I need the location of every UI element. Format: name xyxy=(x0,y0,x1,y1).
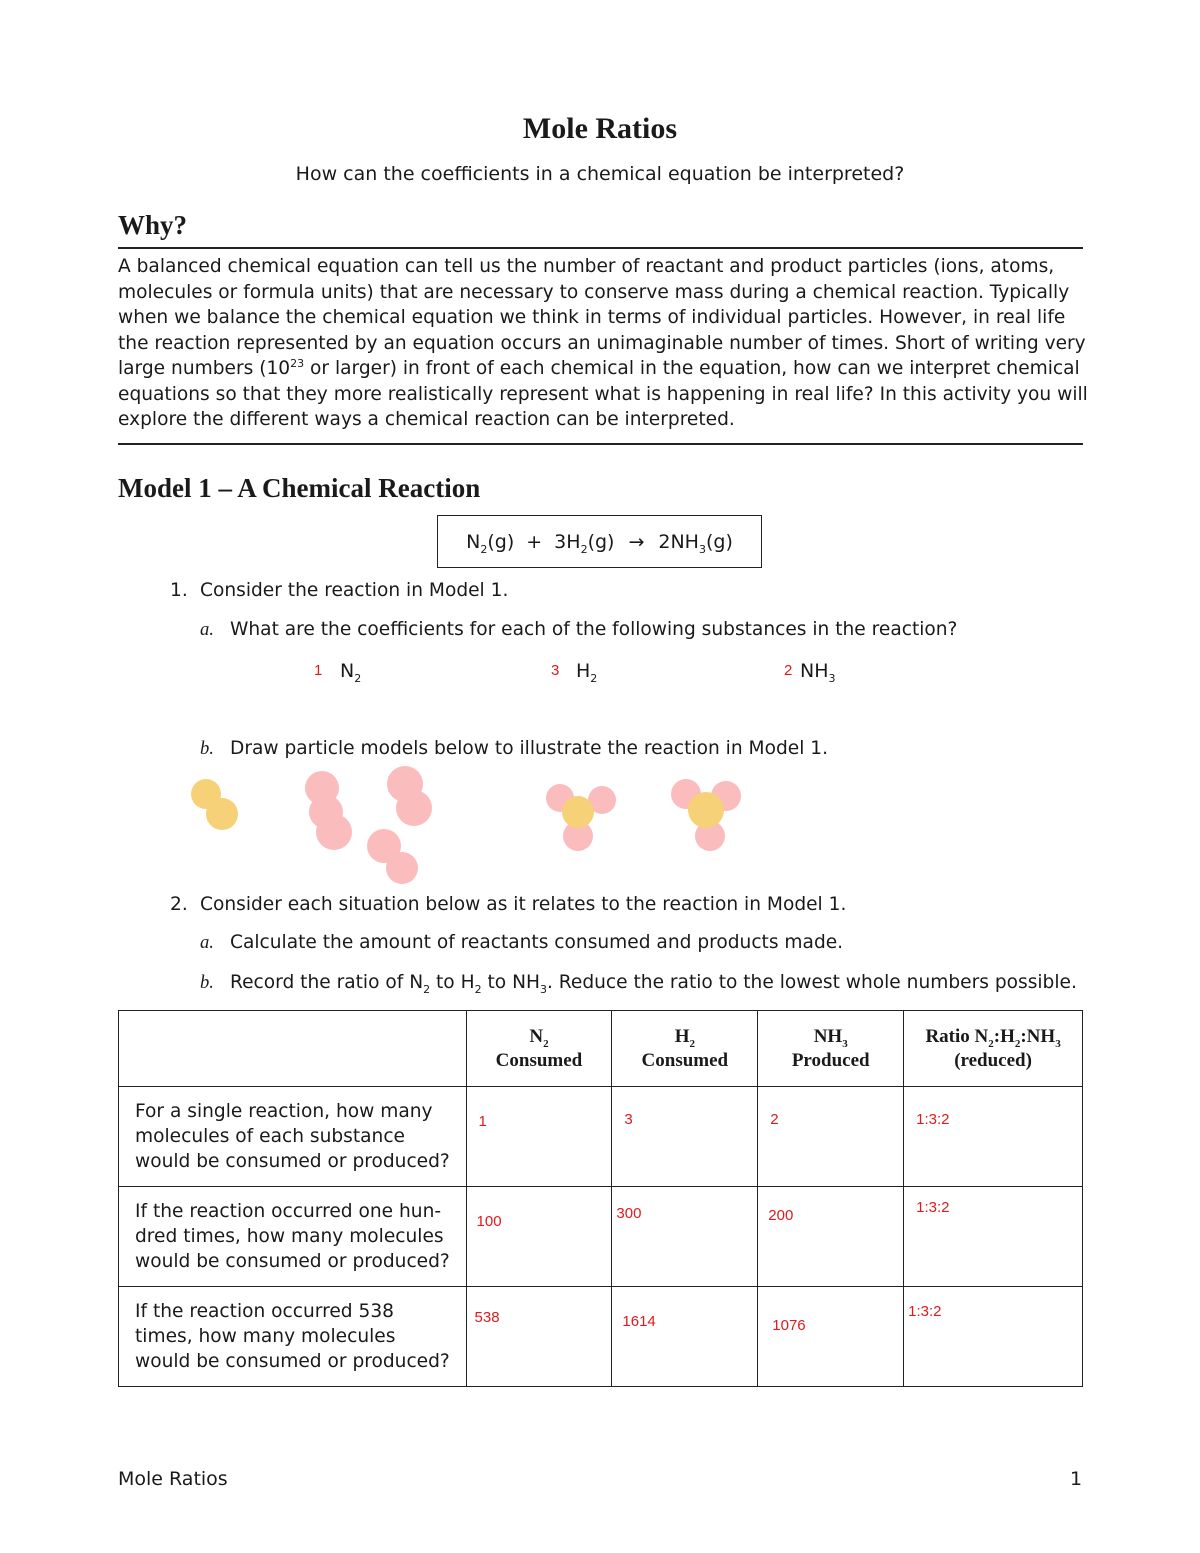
answer-cell-n2 xyxy=(466,1087,612,1187)
equation-h2: $3H_2(g)$ xyxy=(554,530,615,556)
header-h2: $H_2$ Consumed xyxy=(612,1011,758,1087)
footer-title: Mole Ratios xyxy=(118,1468,228,1490)
header-nh3: $NH_3$ Produced xyxy=(758,1011,904,1087)
why-line: when we balance the chemical equation we think in terms of individual particles. However, in real life xyxy=(118,307,1066,328)
page-subtitle: How can the coefficients in a chemical equation be interpreted? xyxy=(295,163,905,185)
table-row xyxy=(119,1087,1083,1187)
answer-h2: 3 xyxy=(624,1111,633,1128)
equation-n2: $N_2(g)$ xyxy=(466,530,515,556)
row-question: If the reaction occurred one hun- dred times, how many molecules would be consumed or produced? xyxy=(119,1187,467,1287)
header-n2: $N_2$ Consumed xyxy=(466,1011,612,1087)
q2b-label: b. xyxy=(200,972,214,993)
why-line xyxy=(118,356,1080,382)
nitrogen-atom xyxy=(688,792,724,828)
q2-number: 2. xyxy=(170,894,188,915)
why-line: molecules or formula units) that are necessary to conserve mass during a chemical reaction. Typically xyxy=(118,281,1070,303)
answer-cell-h2 xyxy=(612,1187,758,1287)
answer-nh3: 1076 xyxy=(772,1317,806,1334)
answer-cell-ratio xyxy=(904,1187,1083,1287)
table-header-row xyxy=(119,1011,1083,1087)
answer-ratio: 1:3:2 xyxy=(908,1303,942,1320)
q1-number: 1. xyxy=(170,580,188,601)
answer-cell-n2 xyxy=(466,1287,612,1387)
coef-answer-h2: 3 xyxy=(551,662,560,679)
hydrogen-atom xyxy=(396,790,432,826)
answer-n2: 100 xyxy=(476,1213,502,1230)
answer-h2: 1614 xyxy=(622,1313,656,1330)
hydrogen-atom xyxy=(316,814,352,850)
why-line: equations so that they more realistically represent what is happening in real life? In this activity you will xyxy=(118,383,1088,405)
coef-formula-h2: $H_2$ xyxy=(576,660,598,685)
data-table xyxy=(118,1010,1083,1387)
why-paragraph xyxy=(118,254,1088,433)
answer-nh3: 2 xyxy=(770,1111,779,1128)
equation-nh3: $2NH_3(g)$ xyxy=(658,530,733,556)
table-row xyxy=(119,1187,1083,1287)
page-title: Mole Ratios xyxy=(522,112,678,145)
nitrogen-atom xyxy=(562,796,594,828)
why-top-rule xyxy=(118,247,1083,249)
why-line: A balanced chemical equation can tell us the number of reactant and product particles (ions, atoms, xyxy=(118,256,1055,277)
why-bottom-rule xyxy=(118,443,1083,445)
coef-answer-nh3: 2 xyxy=(784,662,793,679)
nitrogen-atom xyxy=(206,798,238,830)
coef-formula-n2: $N_2$ xyxy=(340,660,362,685)
q2a-label: a. xyxy=(200,932,214,953)
q2a-text: Calculate the amount of reactants consumed and products made. xyxy=(230,932,844,953)
coef-formula-nh3: $NH_3$ xyxy=(800,660,836,685)
table-row xyxy=(119,1287,1083,1387)
answer-cell-ratio xyxy=(904,1087,1083,1187)
answer-n2: 538 xyxy=(474,1309,500,1326)
header-ratio: Ratio $N_2:H_2:NH_3$ (reduced) xyxy=(904,1011,1083,1087)
equation-box xyxy=(437,515,762,568)
header-empty xyxy=(119,1011,467,1087)
row-question: If the reaction occurred 538 times, how many molecules would be consumed or produced? xyxy=(119,1287,467,1387)
particle-drawing xyxy=(0,760,1200,900)
why-line: explore the different ways a chemical reaction can be interpreted. xyxy=(118,409,735,430)
answer-h2: 300 xyxy=(616,1205,642,1222)
answer-cell-nh3 xyxy=(758,1287,904,1387)
why-line: the reaction represented by an equation occurs an unimaginable number of times. Short of writing very xyxy=(118,332,1086,354)
why-line5-post: or larger) in front of each chemical in the equation, how can we interpret chemical xyxy=(304,358,1080,379)
answer-cell-nh3 xyxy=(758,1087,904,1187)
row-question: For a single reaction, how many molecules of each substance would be consumed or produced? xyxy=(119,1087,467,1187)
exponent: 23 xyxy=(290,357,305,370)
answer-ratio: 1:3:2 xyxy=(916,1199,950,1216)
answer-cell-h2 xyxy=(612,1287,758,1387)
why-line5-pre: large numbers (10 xyxy=(118,358,291,379)
answer-n2: 1 xyxy=(478,1113,487,1130)
q1-text: Consider the reaction in Model 1. xyxy=(200,580,509,601)
hydrogen-atom xyxy=(386,852,418,884)
answer-cell-n2 xyxy=(466,1187,612,1287)
answer-cell-h2 xyxy=(612,1087,758,1187)
model-heading: Model 1 – A Chemical Reaction xyxy=(118,473,481,503)
coef-answer-n2: 1 xyxy=(314,662,323,679)
q1a-text: What are the coefficients for each of the following substances in the reaction? xyxy=(230,619,958,640)
q1b-text: Draw particle models below to illustrate the reaction in Model 1. xyxy=(230,738,829,759)
q1b-label: b. xyxy=(200,738,214,759)
answer-ratio: 1:3:2 xyxy=(916,1111,950,1128)
equation-plus: + xyxy=(526,530,543,553)
answer-nh3: 200 xyxy=(768,1207,794,1224)
why-heading: Why? xyxy=(118,210,188,240)
answer-cell-ratio xyxy=(904,1287,1083,1387)
q1a-label: a. xyxy=(200,619,214,640)
q2-text: Consider each situation below as it relates to the reaction in Model 1. xyxy=(200,894,847,915)
answer-cell-nh3 xyxy=(758,1187,904,1287)
arrow-icon: → xyxy=(628,530,645,553)
page-number: 1 xyxy=(1070,1468,1083,1490)
q2b-text: Record the ratio of $N_2$ to $H_2$ to $NH_3$. Reduce the ratio to the lowest whole numbers possible. xyxy=(230,972,1077,996)
